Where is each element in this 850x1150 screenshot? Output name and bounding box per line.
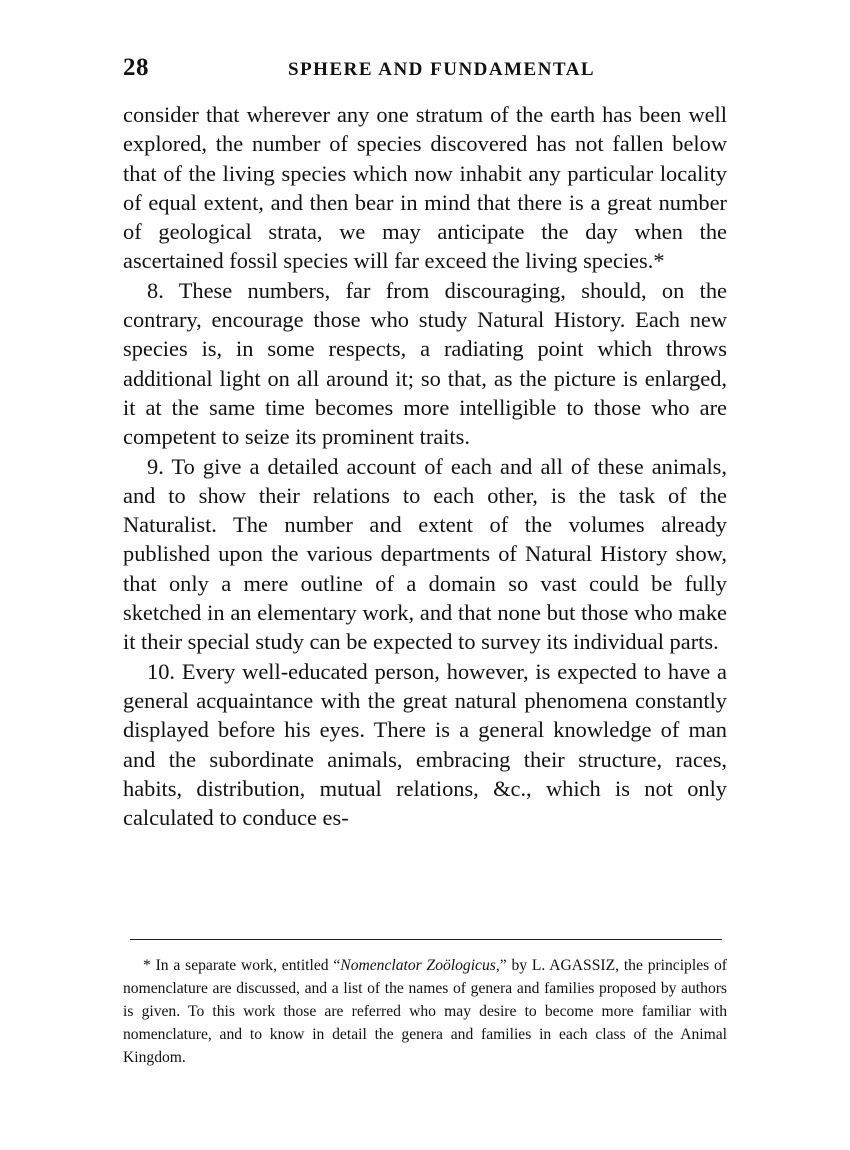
footnote-suffix: ” by L. AGASSIZ, the principles of nomenclature are discussed, and a list of the names of genera and families proposed by authors is given. To this work those are referred who may desire to become more familiar with nomenclature, and to know in detail the genera and families in each class of the Animal Kingdom. bbox=[123, 957, 727, 1066]
footnote-text bbox=[123, 954, 727, 1069]
paragraph-8: 8. These numbers, far from discouraging, should, on the contrary, encourage those who study Natural History. Each new species is, in some respects, a radiating point which throws additional light on all around it; so that, as the picture is enlarged, it at the same time becomes more intelligible to those who are competent to seize its prominent traits. bbox=[123, 277, 727, 450]
paragraph-10: 10. Every well-educated person, however, is expected to have a general acquaintance with the great natural phenomena constantly displayed before his eyes. There is a general knowledge of man and the subordinate animals, embracing their structure, races, habits, distribution, mutual relations, &c., which is not only calculated to conduce es- bbox=[123, 658, 727, 831]
footnote-divider bbox=[130, 939, 722, 940]
page-number: 28 bbox=[123, 54, 149, 81]
footnote bbox=[123, 954, 727, 1069]
paragraph-9: 9. To give a detailed account of each and all of these animals, and to show their relations to each other, is the task of the Naturalist. The number and extent of the volumes already published upon the various departments of Natural History show, that only a mere outline of a domain so vast could be fully sketched in an elementary work, and that none but those who make it their special study can be expected to survey its individual parts. bbox=[123, 453, 727, 655]
main-text bbox=[123, 100, 727, 832]
footnote-title: Nomenclator Zoölogicus, bbox=[340, 957, 500, 974]
page-header bbox=[123, 54, 725, 88]
paragraph-continuation: consider that wherever any one stratum of the earth has been well explored, the number of species discovered has not fallen below that of the living species which now inhabit any particular locality of equal extent, and then bear in mind that there is a great number of geological strata, we may anticipate the day when the ascertained fossil species will far exceed the living species.* bbox=[123, 102, 727, 274]
footnote-prefix: * In a separate work, entitled “ bbox=[143, 957, 341, 974]
running-head: SPHERE AND FUNDAMENTAL bbox=[288, 59, 596, 80]
